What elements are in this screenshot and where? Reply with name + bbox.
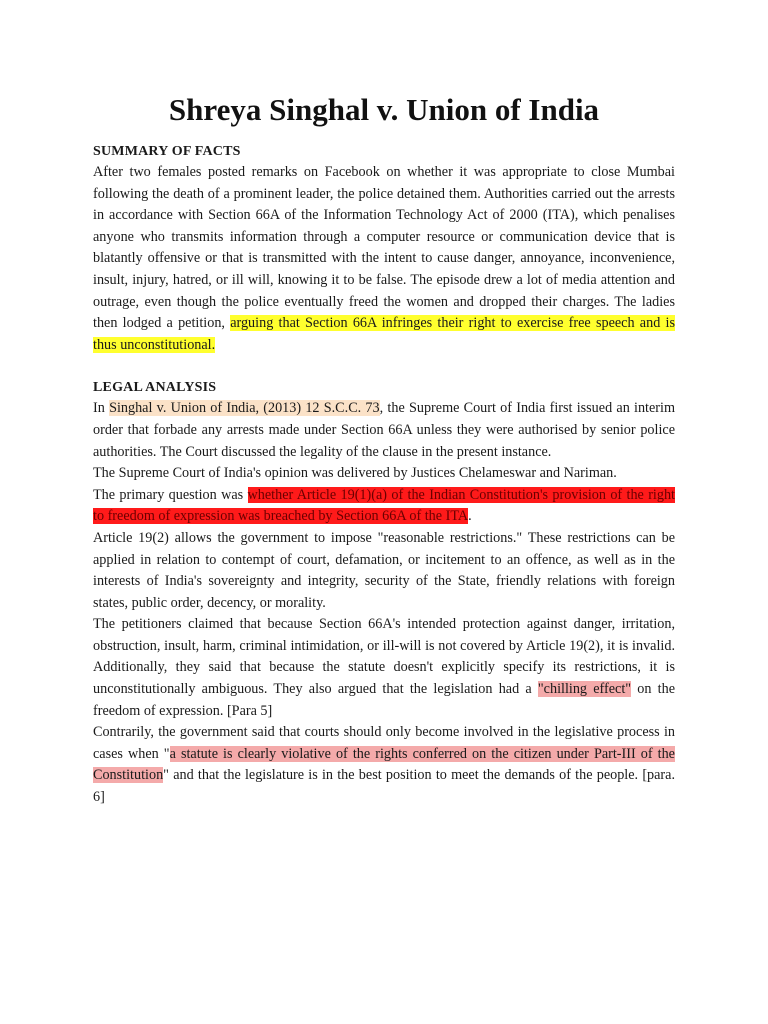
singhal-paragraph (93, 398, 675, 463)
document-page (93, 0, 675, 809)
facts-paragraph (93, 162, 675, 356)
government-text-before: Contrarily, the government said that courts should only become involved in the legislative process in cases when " (93, 724, 675, 762)
case-citation-highlight: Singhal v. Union of India, (2013) 12 S.C.C. 73 (109, 400, 380, 417)
summary-of-facts-heading: SUMMARY OF FACTS (93, 144, 241, 159)
singhal-text-after: , the Supreme Court of India first issued an interim order that forbade any arrests made under Section 66A unless they were authorised by senior police authorities. The Court discussed the legality of the clause in the present instance. (93, 400, 675, 460)
question-text-after: . (468, 508, 472, 525)
government-text-after: " and that the legislature is in the best position to meet the demands of the people. [para. 6] (93, 767, 675, 806)
facts-text: After two females posted remarks on Facebook on whether it was appropriate to close Mumbai following the death of a prominent leader, the police detained them. Authorities carried out the arrests in accordance with Section 66A of the Information Technology Act of 2000 (ITA), which penalises anyone who transmits information through a computer resource or communication device that is blatantly offensive or that is transmitted with the intent to cause danger, annoyance, inconvenience, insult, injury, hatred, or ill will, knowing it to be false. The episode drew a lot of media attention and outrage, even though the police eventually freed the women and dropped their charges. The ladies then lodged a petition, (93, 164, 675, 332)
statute-quote-highlight: a statute is clearly violative of the rights conferred on the citizen under Part-III of the Constitution (93, 745, 675, 784)
chilling-effect-highlight: "chilling effect" (537, 681, 632, 698)
petitioners-paragraph (93, 614, 675, 722)
petitioners-text-after: on the freedom of expression. [Para 5] (93, 681, 675, 719)
question-highlight-red: whether Article 19(1)(a) of the Indian Constitution's provision of the right to freedom of expression was breached by Section 66A of the ITA (93, 486, 675, 525)
legal-analysis-heading: LEGAL ANALYSIS (93, 380, 217, 396)
opinion-paragraph: The Supreme Court of India's opinion was delivered by Justices Chelameswar and Nariman. (93, 465, 617, 482)
government-paragraph (93, 722, 675, 808)
petitioners-text-before: The petitioners claimed that because Section 66A's intended protection against danger, irritation, obstruction, insult, harm, criminal intimidation, or ill-will is not covered by Article 19(2), it is invalid. Additionally, they said that because the statute doesn't explicitly specify its restrictions, it is unconstitutionally ambiguous. They also argued that the legislation had a (93, 616, 675, 698)
question-paragraph (93, 485, 675, 528)
question-text-before: The primary question was (93, 486, 248, 503)
facts-highlight-yellow: arguing that Section 66A infringes their right to exercise free speech and is thus unconstitutional. (93, 315, 675, 353)
document-title: Shreya Singhal v. Union of India (168, 92, 600, 127)
article-paragraph: Article 19(2) allows the government to impose "reasonable restrictions." These restrictions can be applied in relation to contempt of court, defamation, or incitement to an offence, as well as in the interests of India's sovereignty and integrity, security of the State, friendly relations with foreign states, public order, decency, or morality. (93, 529, 675, 611)
singhal-text-before: In (93, 400, 110, 417)
